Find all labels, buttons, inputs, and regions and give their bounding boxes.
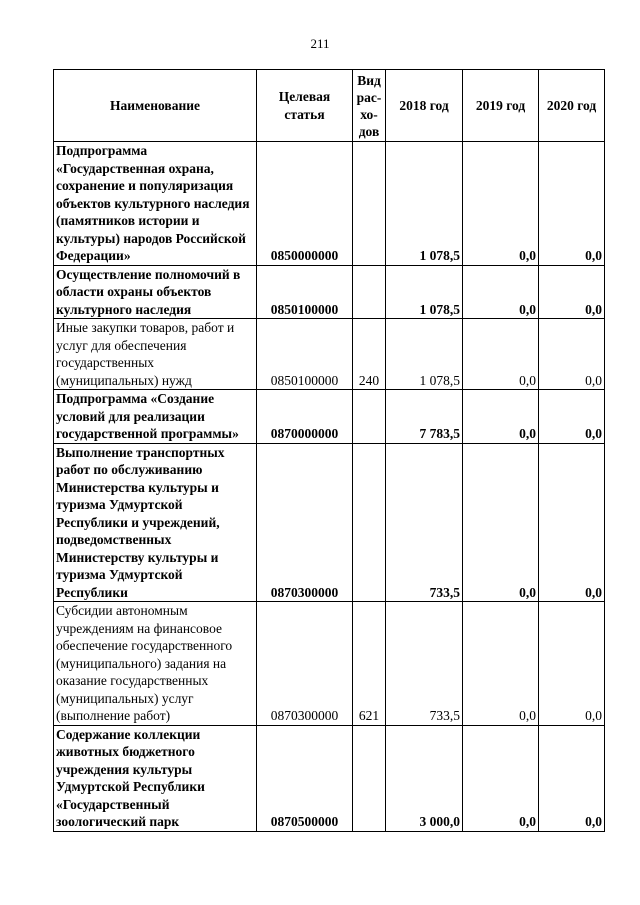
cell-vid: 240	[353, 319, 386, 390]
cell-y2020: 0,0	[539, 265, 605, 319]
budget-table	[53, 69, 605, 832]
cell-y2018: 3 000,0	[386, 725, 463, 831]
cell-name: Подпрограмма «Создание условий для реализации государственной программы»	[54, 390, 257, 444]
cell-y2018: 7 783,5	[386, 390, 463, 444]
cell-y2018: 733,5	[386, 602, 463, 726]
cell-vid	[353, 443, 386, 602]
table-row	[54, 142, 605, 266]
header-code: Целевая статья	[257, 70, 353, 142]
cell-name: Подпрограмма «Государственная охрана, сохранение и популяризация объектов культурного наследия (памятников истории и культуры) народов Российской Федерации»	[54, 142, 257, 266]
cell-code: 0850100000	[257, 265, 353, 319]
cell-name: Осуществление полномочий в области охраны объектов культурного наследия	[54, 265, 257, 319]
header-name: Наименование	[54, 70, 257, 142]
table-row	[54, 265, 605, 319]
header-2019: 2019 год	[463, 70, 539, 142]
header-vid: Вид рас-хо-дов	[353, 70, 386, 142]
cell-name: Содержание коллекции животных бюджетного учреждения культуры Удмуртской Республики «Государственный зоологический парк	[54, 725, 257, 831]
cell-name: Выполнение транспортных работ по обслуживанию Министерства культуры и туризма Удмуртской Республики и учреждений, подведомственных Министерству культуры и туризма Удмуртской Республики	[54, 443, 257, 602]
cell-vid: 621	[353, 602, 386, 726]
table-row	[54, 443, 605, 602]
cell-vid	[353, 390, 386, 444]
table-row	[54, 319, 605, 390]
table-header-row	[54, 70, 605, 142]
cell-y2018: 1 078,5	[386, 319, 463, 390]
cell-name: Субсидии автономным учреждениям на финансовое обеспечение государственного (муниципального) задания на оказание государственных (муниципальных) услуг (выполнение работ)	[54, 602, 257, 726]
cell-y2018: 1 078,5	[386, 142, 463, 266]
cell-y2020: 0,0	[539, 725, 605, 831]
cell-name: Иные закупки товаров, работ и услуг для обеспечения государственных (муниципальных) нужд	[54, 319, 257, 390]
table-row	[54, 390, 605, 444]
cell-vid	[353, 725, 386, 831]
cell-vid	[353, 265, 386, 319]
page-number: 211	[310, 36, 330, 51]
cell-code: 0850100000	[257, 319, 353, 390]
cell-code: 0850000000	[257, 142, 353, 266]
cell-y2020: 0,0	[539, 602, 605, 726]
header-2018: 2018 год	[386, 70, 463, 142]
cell-vid	[353, 142, 386, 266]
cell-y2020: 0,0	[539, 142, 605, 266]
cell-y2020: 0,0	[539, 319, 605, 390]
cell-code: 0870300000	[257, 602, 353, 726]
cell-y2020: 0,0	[539, 390, 605, 444]
cell-y2019: 0,0	[463, 142, 539, 266]
cell-y2020: 0,0	[539, 443, 605, 602]
table-row	[54, 602, 605, 726]
cell-code: 0870300000	[257, 443, 353, 602]
cell-y2018: 1 078,5	[386, 265, 463, 319]
header-2020: 2020 год	[539, 70, 605, 142]
cell-y2019: 0,0	[463, 725, 539, 831]
cell-y2019: 0,0	[463, 602, 539, 726]
cell-code: 0870500000	[257, 725, 353, 831]
cell-y2019: 0,0	[463, 319, 539, 390]
cell-y2019: 0,0	[463, 265, 539, 319]
table-row	[54, 725, 605, 831]
cell-y2018: 733,5	[386, 443, 463, 602]
table-body	[54, 142, 605, 832]
cell-code: 0870000000	[257, 390, 353, 444]
cell-y2019: 0,0	[463, 443, 539, 602]
cell-y2019: 0,0	[463, 390, 539, 444]
